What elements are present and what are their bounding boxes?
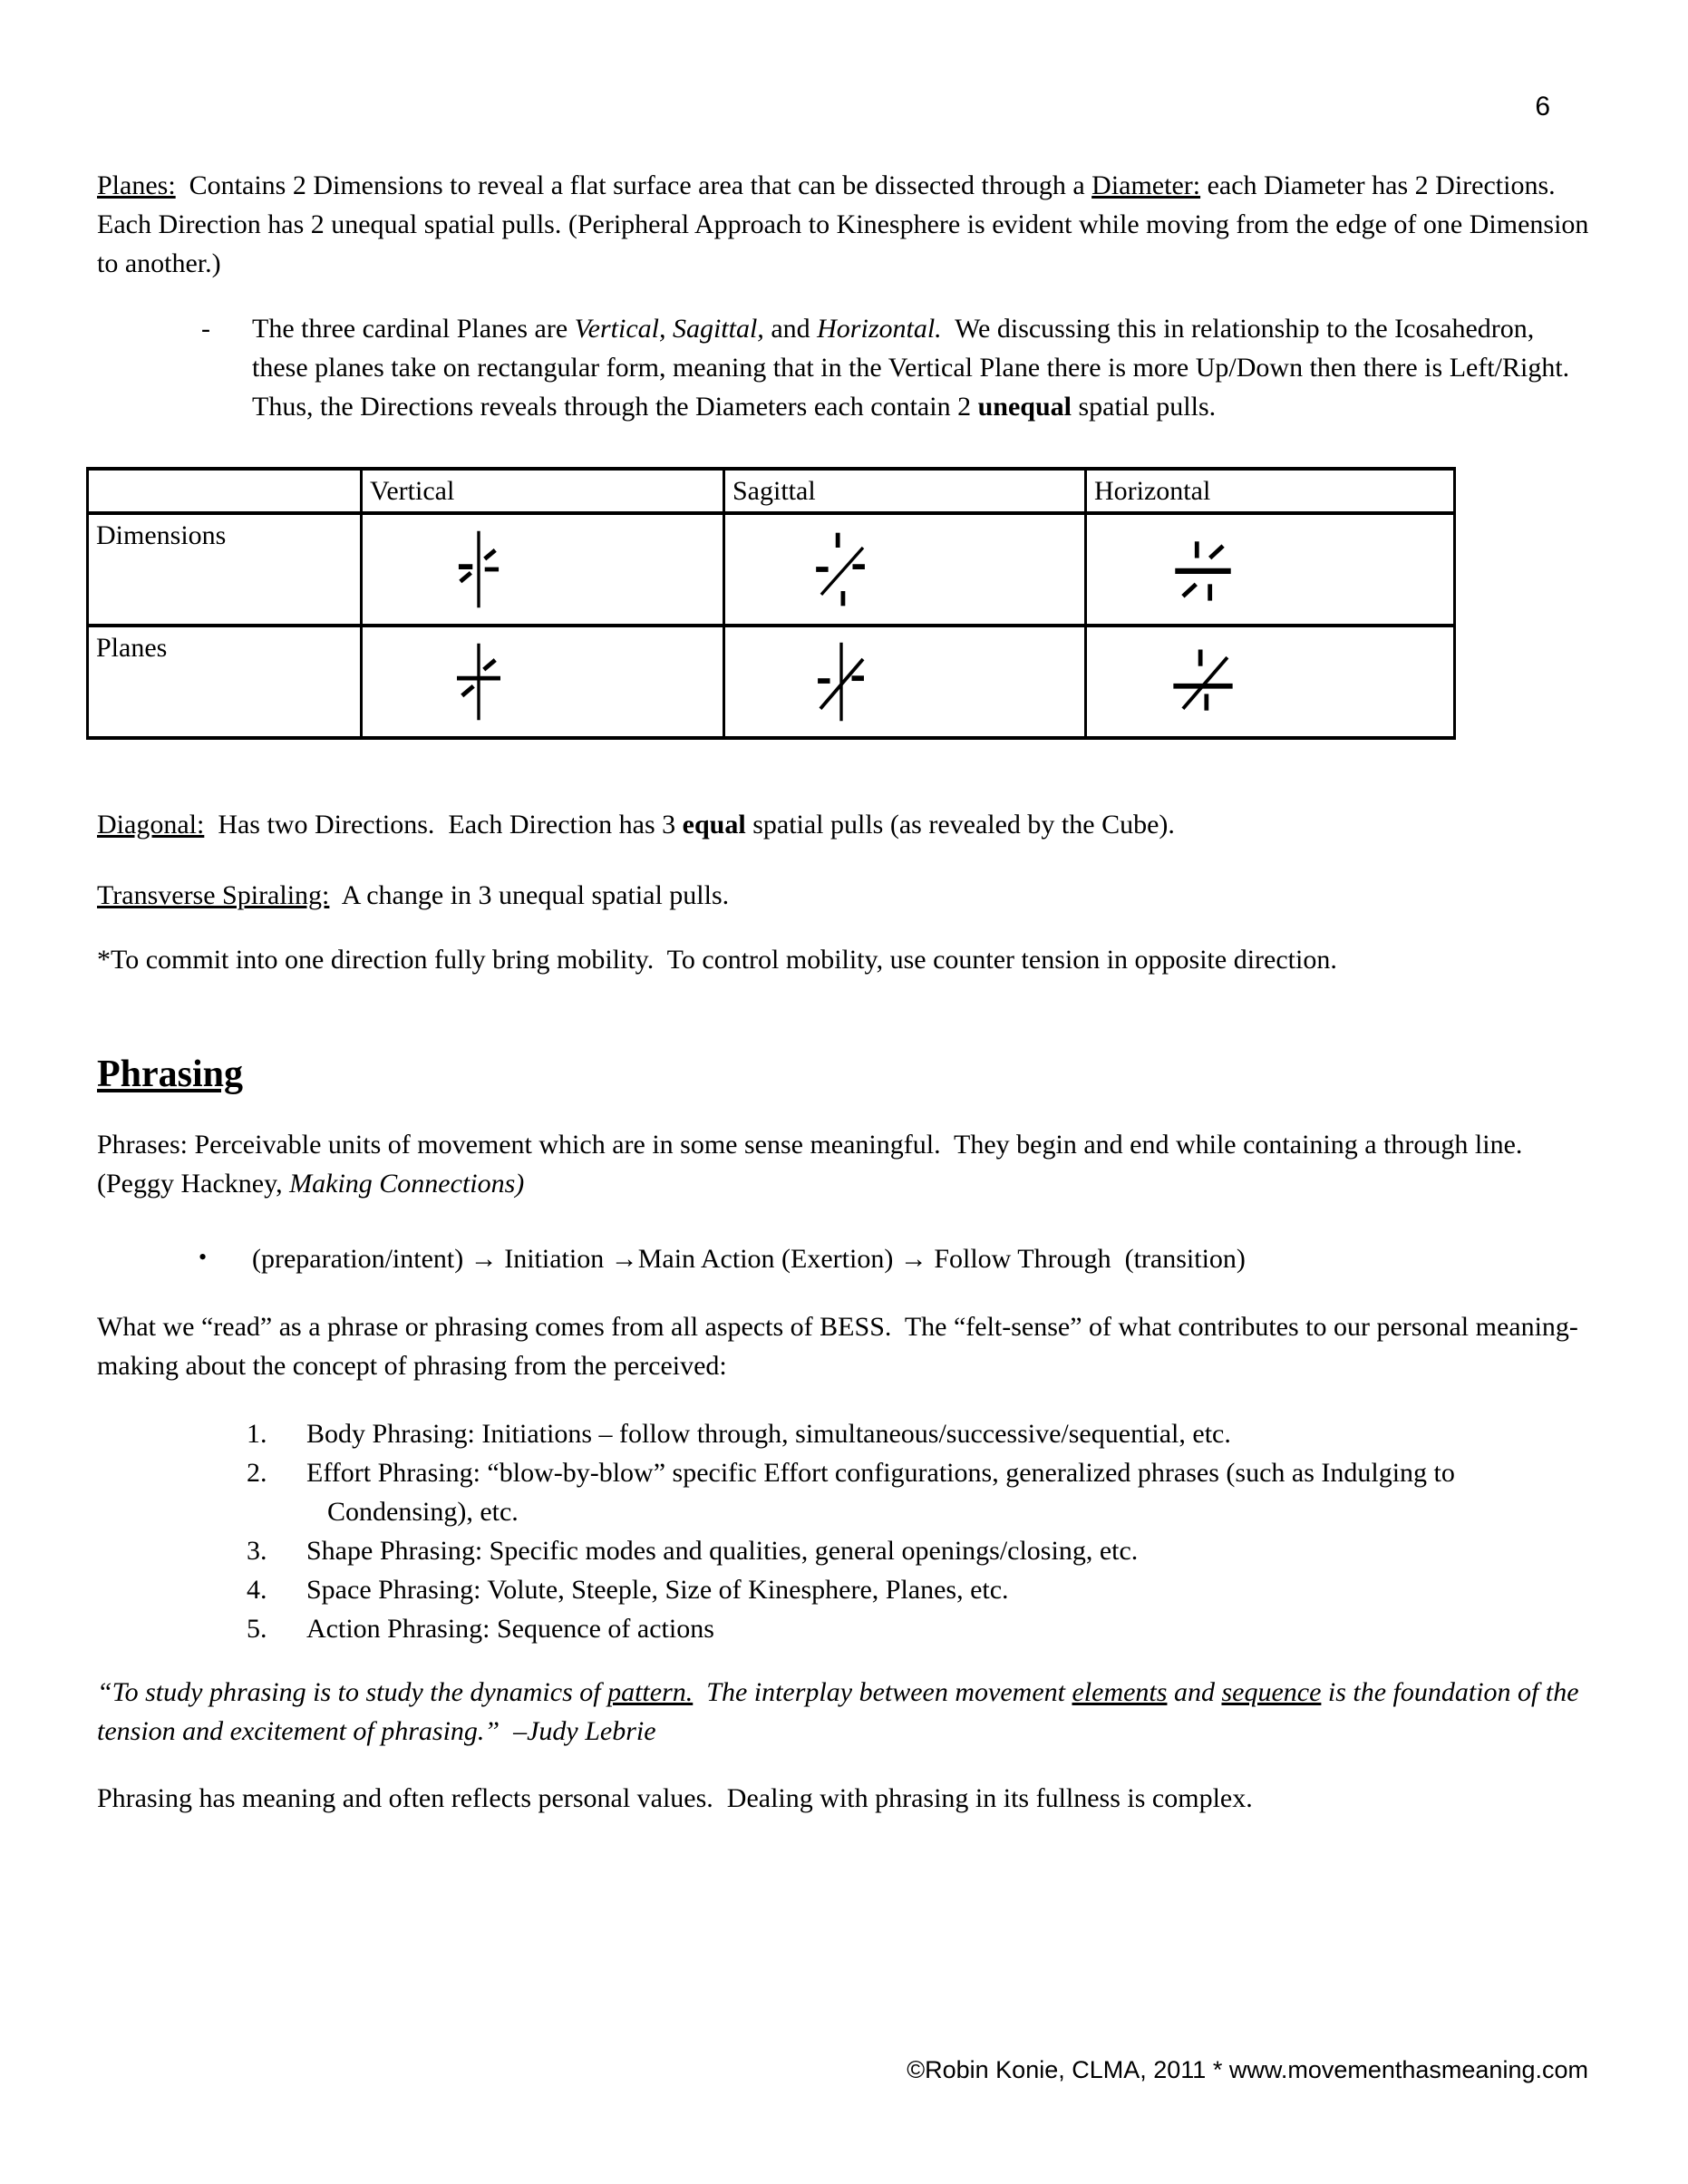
phrase-flow-bullet [97, 1239, 1593, 1278]
bess-paragraph: What we “read” as a phrase or phrasing comes from all aspects of BESS. The “felt-sense” of what contributes to our personal meaning-making about the concept of phrasing from the perceived: [97, 1312, 1578, 1381]
closing-paragraph: Phrasing has meaning and often reflects personal values. Dealing with phrasing in its fullness is complex. [97, 1783, 1253, 1813]
list-item-space-phrasing: 4. Space Phrasing: Volute, Steeple, Size of Kinesphere, Planes, etc. [97, 1570, 1593, 1609]
list-number: 3. [247, 1536, 267, 1566]
table-header-sagittal: Sagittal [724, 469, 1086, 513]
page-number: 6 [1535, 92, 1550, 121]
round-bullet-marker: • [199, 1244, 208, 1270]
table-header-vertical: Vertical [362, 469, 724, 513]
phrase-flow-text: (preparation/intent) → Initiation →Main Action (Exertion) → Follow Through (transition) [252, 1244, 1246, 1274]
row-label-planes: Planes [88, 626, 362, 738]
vertical-dimension-symbol [435, 526, 522, 613]
list-item-body-phrasing: 1. Body Phrasing: Initiations – follow through, simultaneous/successive/sequential, etc. [97, 1414, 1593, 1453]
table-header-horizontal: Horizontal [1086, 469, 1455, 513]
phrases-definition-paragraph: Phrases: Perceivable units of movement which are in some sense meaningful. They begin and end while containing a through line. (Peggy Hackney, Making Connections) [97, 1130, 1537, 1199]
table-header-row [88, 469, 1455, 513]
cardinal-planes-bullet [97, 309, 1593, 426]
row-label-dimensions: Dimensions [88, 513, 362, 626]
planes-paragraph: Planes: Contains 2 Dimensions to reveal a flat surface area that can be dissected through a Diameter: each Diameter has 2 Directions. Each Direction has 2 unequal spatial pulls. (Peripheral Approach to Kinesphere is evident while moving from the edge of one Dimension to another.) [97, 170, 1596, 278]
table-row-planes [88, 626, 1455, 738]
horizontal-plane-symbol [1159, 638, 1247, 725]
judy-lebrie-quote: “To study phrasing is to study the dynamics of pattern. The interplay between movement elements and sequence is the foundation of the tension and excitement of phrasing.” –Judy Lebrie [97, 1677, 1586, 1746]
list-number: 2. [247, 1458, 267, 1488]
phrasing-heading: Phrasing [97, 1053, 244, 1095]
diagonal-paragraph: Diagonal: Has two Directions. Each Direction has 3 equal spatial pulls (as revealed by the Cube). [97, 810, 1175, 840]
list-number: 5. [247, 1614, 267, 1644]
sagittal-dimension-symbol [798, 526, 885, 613]
page-footer: ©Robin Konie, CLMA, 2011 * www.movementhasmeaning.com [907, 2056, 1588, 2083]
table-header-empty [88, 469, 362, 513]
dash-bullet-marker: - [201, 314, 210, 344]
list-item-effort-phrasing: 2. Effort Phrasing: “blow-by-blow” specific Effort configurations, generalized phrases (such as Indulging to Condensing), etc. [97, 1453, 1593, 1531]
vertical-plane-symbol [435, 638, 522, 725]
list-number: 1. [247, 1419, 267, 1449]
mobility-note-paragraph: *To commit into one direction fully bring mobility. To control mobility, use counter tension in opposite direction. [97, 945, 1337, 975]
transverse-spiraling-paragraph: Transverse Spiraling: A change in 3 unequal spatial pulls. [97, 880, 730, 910]
list-number: 4. [247, 1575, 267, 1605]
list-item-action-phrasing: 5. Action Phrasing: Sequence of actions [97, 1609, 1593, 1648]
list-item-shape-phrasing: 3. Shape Phrasing: Specific modes and qualities, general openings/closing, etc. [97, 1531, 1593, 1570]
table-row-dimensions [88, 513, 1455, 626]
dimensions-planes-table [86, 467, 1456, 740]
phrasing-types-list [97, 1414, 1593, 1648]
sagittal-plane-symbol [798, 638, 885, 725]
document-body [96, 0, 1596, 1818]
cardinal-planes-text: The three cardinal Planes are Vertical, Sagittal, and Horizontal. We discussing this in relationship to the Icosahedron, these planes take on rectangular form, meaning that in the Vertical Plane there is more Up/Down then there is Left/Right. Thus, the Directions reveals through the Diameters each contain 2 unequal spatial pulls. [252, 314, 1583, 422]
horizontal-dimension-symbol [1159, 526, 1247, 613]
